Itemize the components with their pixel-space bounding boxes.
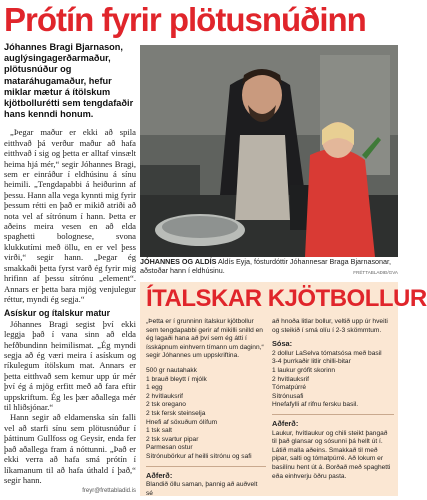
sauce-list: [272, 350, 394, 410]
author-credit: freyr@frettabladid.is: [82, 488, 136, 494]
ingredient-list: [146, 367, 266, 462]
list-item: Sítrónusafi: [272, 392, 304, 400]
article-headline: Prótín fyrir plötusnúðinn: [4, 1, 366, 38]
sauce-heading: Sósa:: [272, 339, 293, 349]
list-item: 2 hvítlauksrif: [272, 375, 310, 383]
article-intro: Jóhannes Bragi Bjarnason, auglýsingagerðarmaður, plötusnúður og mataráhugamaður, hefur miklar mætur á ítölskum kjötbollurétti sem tengdafaðir hans kenndi honum.: [4, 42, 134, 120]
list-item: 1 laukur grófit skorinn: [272, 366, 336, 374]
article-body: [4, 127, 136, 485]
article-photo: [140, 45, 398, 257]
list-item: 500 gr nautahakk: [146, 366, 197, 374]
body-paragraph-3: Hann segir að eldamenska sín falli vel að starfi sínu sem plötusnúður í þáttinum Gullfoss og Geysir, enda fer það aðallega fram á nóttunni. „Það er ekki verra að hafa smá prótín í líkamanum til að hafa úthald í það,“ segir hann.: [4, 412, 136, 485]
list-item: Hnefi af söxuðum ólífum: [146, 418, 218, 426]
kitchen-photo-illustration: [140, 45, 398, 257]
body-subhead: Asískur og ítalskur matur: [4, 308, 111, 319]
method-heading-right: Aðferð:: [272, 418, 299, 428]
method-text-continued: að hnoða litlar bollur, veltið upp úr hveiti og steikið í smá olíu í 2-3 skömmtum.: [272, 318, 388, 334]
article-left-column: [4, 42, 136, 492]
list-item: Tómatpúrré: [272, 384, 307, 392]
recipe-title: ÍTALSKAR KJÖTBOLLUR: [146, 285, 427, 312]
list-item: 2 hvítlauksrif: [146, 392, 184, 400]
caption-names: JÓHANNES OG ALDÍS: [140, 257, 217, 266]
recipe-divider: [272, 414, 394, 415]
photo-credit: FRÉTTABLAÐIÐ/GVA: [353, 270, 398, 275]
list-item: Hnefafylli af rifnu fersku basil.: [272, 401, 359, 409]
method-text-right: Laukur, hvítlaukur og chili steikt þangað til það glansar og sósunni þá hellt út í. Látið malla aðeins. Smakkað til með pipar, salti og tómatpúrré. Að lokum er basilínu hent út á. Borðað með spaghetti eða einhverju öðru pasta.: [272, 429, 391, 480]
list-item: 2 tsk svartur pipar: [146, 435, 199, 443]
body-paragraph-1: „Þegar maður er ekki að spila eitthvað þá verður maður að hafa eitthvað í sig og þetta er alltaf vinsælt heima hjá mér,“ segir Jóhannes Bragi, sem er einráður í eldhúsinu á sínu heimili. „Tengdapabbi á heiðurinn af þessu. Hann alla vega kynnti mig fyrir þessum rétti en það er mikið atriði að nota vel af sítrónum í hann. Þetta er aðeins meira vesen en að elda spaghetti bolognese, svona klukkutími með öllu, en er vel þess virði,“ segir hann. „Þegar ég smakkaði þetta fyrst varð ég fyrir mig hrifinn af þessu sítrónu „element“. Annars er þetta bara mjög venjulegur réttur, myndi ég segja.“: [4, 127, 136, 304]
method-text-left: Blandið öllu saman, þannig að auðvelt sé: [146, 481, 258, 497]
list-item: 1 brauð bleytt í mjólk: [146, 375, 207, 383]
recipe-right-column: [272, 318, 394, 481]
method-heading-left: Aðferð:: [146, 470, 173, 480]
recipe-quote: „Þetta er í grunninn ítalskur kjötbollur sem tengdapabbi gerir af mikilli snilld en ég lagaði hana að því sem ég átti í ísskápnum einhvern tímann um daginn,“ segir Jóhannes um uppskriftina.: [146, 318, 264, 360]
recipe-divider: [146, 466, 266, 467]
list-item: Parmesan ostur: [146, 444, 193, 452]
recipe-left-column: [146, 318, 266, 498]
photo-caption: [140, 258, 398, 280]
caption-text: Aldís Eyja, fósturdóttir Jóhannesar Braga Bjarnasonar, aðstoðar hann í eldhúsinu.: [140, 257, 392, 275]
list-item: 2 tsk oregano: [146, 401, 186, 409]
list-item: 3-4 þurrkaðir litlir chilli-bitar: [272, 358, 351, 366]
recipe-box: [140, 282, 427, 497]
list-item: Sítrónubörkur af heilli sítrónu og safi: [146, 452, 252, 460]
list-item: 2 tsk fersk steinselja: [146, 409, 206, 417]
list-item: 2 dollur LaSelva tómatsósa með basil: [272, 349, 382, 357]
body-paragraph-2: Jóhannes Bragi segist því ekki leggja það í vana sinn að elda hefðbundinn heimilismat. „Ég myndi segja að ég væri meira í asískum og ríkulegum ítölskum mat. Annars er þetta eitthvað sem kemur upp úr mér því ég á mjög erfitt með að fara eftir uppskriftum. Ég les þær aðallega mér til hliðsjónar.“: [4, 318, 136, 413]
list-item: 1 egg: [146, 384, 163, 392]
list-item: 1 tsk salt: [146, 427, 173, 435]
